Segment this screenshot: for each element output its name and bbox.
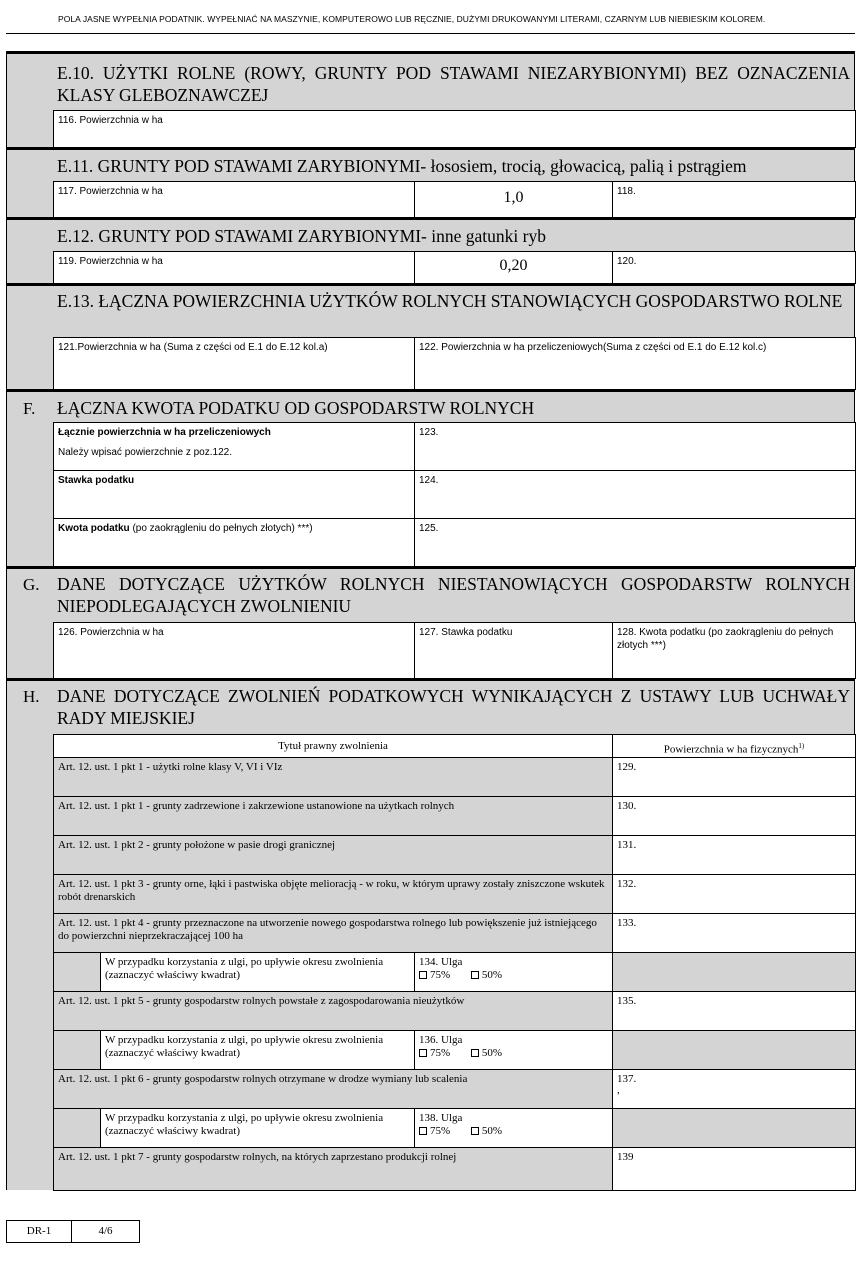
section-title: E.10. UŻYTKI ROLNE (ROWY, GRUNTY POD STAWAMI NIEZARYBIONYMI) BEZ OZNACZENIA KLASY GLEBOZNAWCZEJ xyxy=(57,63,850,105)
relief-text: W przypadku korzystania z ulgi, po upływie okresu zwolnienia (zaznaczyć właściwy kwadrat) xyxy=(105,1034,384,1059)
relief-options xyxy=(419,969,608,982)
field-138 xyxy=(414,1108,613,1148)
table-row-label xyxy=(53,991,613,1031)
field-label: 116. Powierzchnia w ha xyxy=(58,115,163,126)
section-title: E.11. GRUNTY POD STAWAMI ZARYBIONYMI- łososiem, trocią, głowacicą, palią i pstrągiem xyxy=(57,156,747,176)
field-133[interactable] xyxy=(612,913,856,953)
section-title: DANE DOTYCZĄCE UŻYTKÓW ROLNYCH NIESTANOWIĄCYCH GOSPODARSTW ROLNYCH NIEPODLEGAJĄCYCH ZWOLNIENIU xyxy=(57,574,850,616)
field-label: 117. Powierzchnia w ha xyxy=(58,186,163,197)
field-129[interactable] xyxy=(612,757,856,797)
checkbox-75[interactable] xyxy=(419,1127,427,1135)
row-text: Art. 12. ust. 1 pkt 5 - grunty gospodarstw rolnych powstałe z zagospodarowania nieużytków xyxy=(58,995,465,1007)
option-label: 75% xyxy=(430,969,451,981)
total-area-label xyxy=(53,422,415,471)
row-text: Art. 12. ust. 1 pkt 1 - użytki rolne klasy V, VI i VIz xyxy=(58,761,283,773)
field-label: 123. xyxy=(419,427,439,438)
section-e10 xyxy=(6,51,855,147)
field-label: 139 xyxy=(617,1151,634,1163)
label-text: Stawka podatku xyxy=(58,475,135,486)
field-128[interactable] xyxy=(612,622,856,679)
top-divider xyxy=(6,33,855,34)
relief-empty-cell xyxy=(612,1108,856,1148)
field-label: 124. xyxy=(419,475,439,486)
field-label: 133. xyxy=(617,917,637,929)
section-letter: H. xyxy=(23,687,40,706)
field-mark: , xyxy=(617,1084,620,1096)
section-e11 xyxy=(6,147,855,217)
field-label: 129. xyxy=(617,761,637,773)
field-label: 136. Ulga xyxy=(419,1034,463,1046)
option-label: 50% xyxy=(481,1047,503,1059)
tax-amount-label xyxy=(53,518,415,567)
field-139[interactable] xyxy=(612,1147,856,1191)
label-text: Kwota podatku xyxy=(58,523,130,534)
field-label: 119. Powierzchnia w ha xyxy=(58,256,163,267)
option-label: 50% xyxy=(481,1125,503,1137)
field-127[interactable] xyxy=(414,622,613,679)
field-136 xyxy=(414,1030,613,1070)
field-125[interactable] xyxy=(414,518,856,567)
field-label: 121.Powierzchnia w ha (Suma z części od E.1 do E.12 kol.a) xyxy=(58,342,328,353)
field-label: 128. Kwota podatku (po zaokrągleniu do pełnych złotych ***) xyxy=(617,627,834,651)
section-letter: F. xyxy=(23,399,36,418)
table-row-label xyxy=(53,1069,613,1109)
section-title: E.13. ŁĄCZNA POWIERZCHNIA UŻYTKÓW ROLNYCH STANOWIĄCYCH GOSPODARSTWO ROLNE xyxy=(57,291,843,311)
relief-text: W przypadku korzystania z ulgi, po upływie okresu zwolnienia (zaznaczyć właściwy kwadrat) xyxy=(105,1112,384,1137)
field-122[interactable] xyxy=(414,337,856,390)
row-text: Art. 12. ust. 1 pkt 1 - grunty zadrzewione i zakrzewione ustanowione na użytkach rolnych xyxy=(58,800,455,812)
relief-indent xyxy=(53,952,101,992)
table-row-label xyxy=(53,796,613,836)
label-text: Łącznie powierzchnia w ha przeliczeniowych xyxy=(58,427,271,438)
field-130[interactable] xyxy=(612,796,856,836)
header-text: Powierzchnia w ha fizycznych xyxy=(663,743,799,756)
relief-label xyxy=(100,1030,415,1070)
section-e13 xyxy=(6,283,855,389)
option-label: 50% xyxy=(481,969,503,981)
label-note: Należy wpisać powierzchnie z poz.122. xyxy=(58,447,232,458)
field-119-value[interactable] xyxy=(414,251,613,284)
section-title: ŁĄCZNA KWOTA PODATKU OD GOSPODARSTW ROLNYCH xyxy=(57,398,535,418)
field-131[interactable] xyxy=(612,835,856,875)
field-121[interactable] xyxy=(53,337,415,390)
table-row-label xyxy=(53,874,613,914)
field-label: 118. xyxy=(617,186,636,197)
field-116[interactable] xyxy=(53,110,856,148)
table-row-label xyxy=(53,1147,613,1191)
field-120[interactable] xyxy=(612,251,856,284)
field-119[interactable] xyxy=(53,251,415,284)
table-row-label xyxy=(53,757,613,797)
field-label: 135. xyxy=(617,995,637,1007)
field-label: 131. xyxy=(617,839,637,851)
relief-label xyxy=(100,952,415,992)
instructions-note: POLA JASNE WYPEŁNIA PODATNIK. WYPEŁNIAĆ NA MASZYNIE, KOMPUTEROWO LUB RĘCZNIE, DUŻYMI DRUKOWANYMI LITERAMI, CZARNYM LUB NIEBIESKIM KOLOREM. xyxy=(58,14,766,24)
row-text: Art. 12. ust. 1 pkt 6 - grunty gospodarstw rolnych otrzymane w drodze wymiany lub scalenia xyxy=(58,1073,468,1085)
field-117-value[interactable] xyxy=(414,181,613,218)
section-title: E.12. GRUNTY POD STAWAMI ZARYBIONYMI- inne gatunki ryb xyxy=(57,226,546,246)
header-text: Tytuł prawny zwolnienia xyxy=(278,740,388,752)
checkbox-75[interactable] xyxy=(419,971,427,979)
relief-label xyxy=(100,1108,415,1148)
section-g xyxy=(6,566,855,678)
field-132[interactable] xyxy=(612,874,856,914)
field-label: 120. xyxy=(617,256,637,267)
field-label: 126. Powierzchnia w ha xyxy=(58,627,164,638)
field-label: 127. Stawka podatku xyxy=(419,627,513,638)
field-label: 138. Ulga xyxy=(419,1112,463,1124)
row-text: Art. 12. ust. 1 pkt 2 - grunty położone w pasie drogi granicznej xyxy=(58,839,336,851)
section-f xyxy=(6,389,855,566)
relief-indent xyxy=(53,1108,101,1148)
field-135[interactable] xyxy=(612,991,856,1031)
field-label: 137. xyxy=(617,1073,637,1085)
relief-text: W przypadku korzystania z ulgi, po upływie okresu zwolnienia (zaznaczyć właściwy kwadrat) xyxy=(105,956,384,981)
footnote-mark: 1) xyxy=(798,742,805,750)
field-label: 130. xyxy=(617,800,637,812)
area-value: 1,0 xyxy=(503,189,524,206)
section-letter: G. xyxy=(23,575,40,594)
field-118[interactable] xyxy=(612,181,856,218)
field-124[interactable] xyxy=(414,470,856,519)
field-117[interactable] xyxy=(53,181,415,218)
col-header-area xyxy=(612,734,856,758)
field-126[interactable] xyxy=(53,622,415,679)
relief-options xyxy=(419,1125,608,1138)
checkbox-50[interactable] xyxy=(471,1049,479,1057)
option-label: 75% xyxy=(430,1125,451,1137)
row-text: Art. 12. ust. 1 pkt 7 - grunty gospodarstw rolnych, na których zaprzestano produkcji rolnej xyxy=(58,1151,457,1163)
section-title: DANE DOTYCZĄCE ZWOLNIEŃ PODATKOWYCH WYNIKAJĄCYCH Z USTAWY LUB UCHWAŁY RADY MIEJSKIEJ xyxy=(57,686,850,728)
field-label: 132. xyxy=(617,878,637,890)
field-label: 125. xyxy=(419,523,439,534)
tax-rate-label xyxy=(53,470,415,519)
relief-empty-cell xyxy=(612,952,856,992)
field-123[interactable] xyxy=(414,422,856,471)
option-label: 75% xyxy=(430,1047,451,1059)
checkbox-50[interactable] xyxy=(471,971,479,979)
relief-indent xyxy=(53,1030,101,1070)
field-label: 122. Powierzchnia w ha przeliczeniowych(Suma z części od E.1 do E.12 kol.c) xyxy=(419,342,767,353)
checkbox-75[interactable] xyxy=(419,1049,427,1057)
row-text: Art. 12. ust. 1 pkt 3 - grunty orne, łąki i pastwiska objęte melioracją - w roku, w którym uprawy zostały zniszczone wskutek robót drenarskich xyxy=(58,878,605,903)
label-note: (po zaokrągleniu do pełnych złotych) ***) xyxy=(132,523,313,534)
relief-options xyxy=(419,1047,608,1060)
table-row-label xyxy=(53,913,613,953)
section-e12 xyxy=(6,217,855,283)
col-header-legal-basis xyxy=(53,734,613,758)
section-h xyxy=(6,678,855,1190)
checkbox-50[interactable] xyxy=(471,1127,479,1135)
field-137[interactable] xyxy=(612,1069,856,1109)
field-label: 134. Ulga xyxy=(419,956,463,968)
area-value: 0,20 xyxy=(499,257,528,274)
field-134 xyxy=(414,952,613,992)
table-row-label xyxy=(53,835,613,875)
row-text: Art. 12. ust. 1 pkt 4 - grunty przeznaczone na utworzenie nowego gospodarstwa rolnego lub powiększenie już istniejącego do powierzchni nieprzekraczającej 100 ha xyxy=(58,917,597,942)
page-number: 4/6 xyxy=(71,1220,140,1243)
form-code: DR-1 xyxy=(6,1220,72,1243)
relief-empty-cell xyxy=(612,1030,856,1070)
